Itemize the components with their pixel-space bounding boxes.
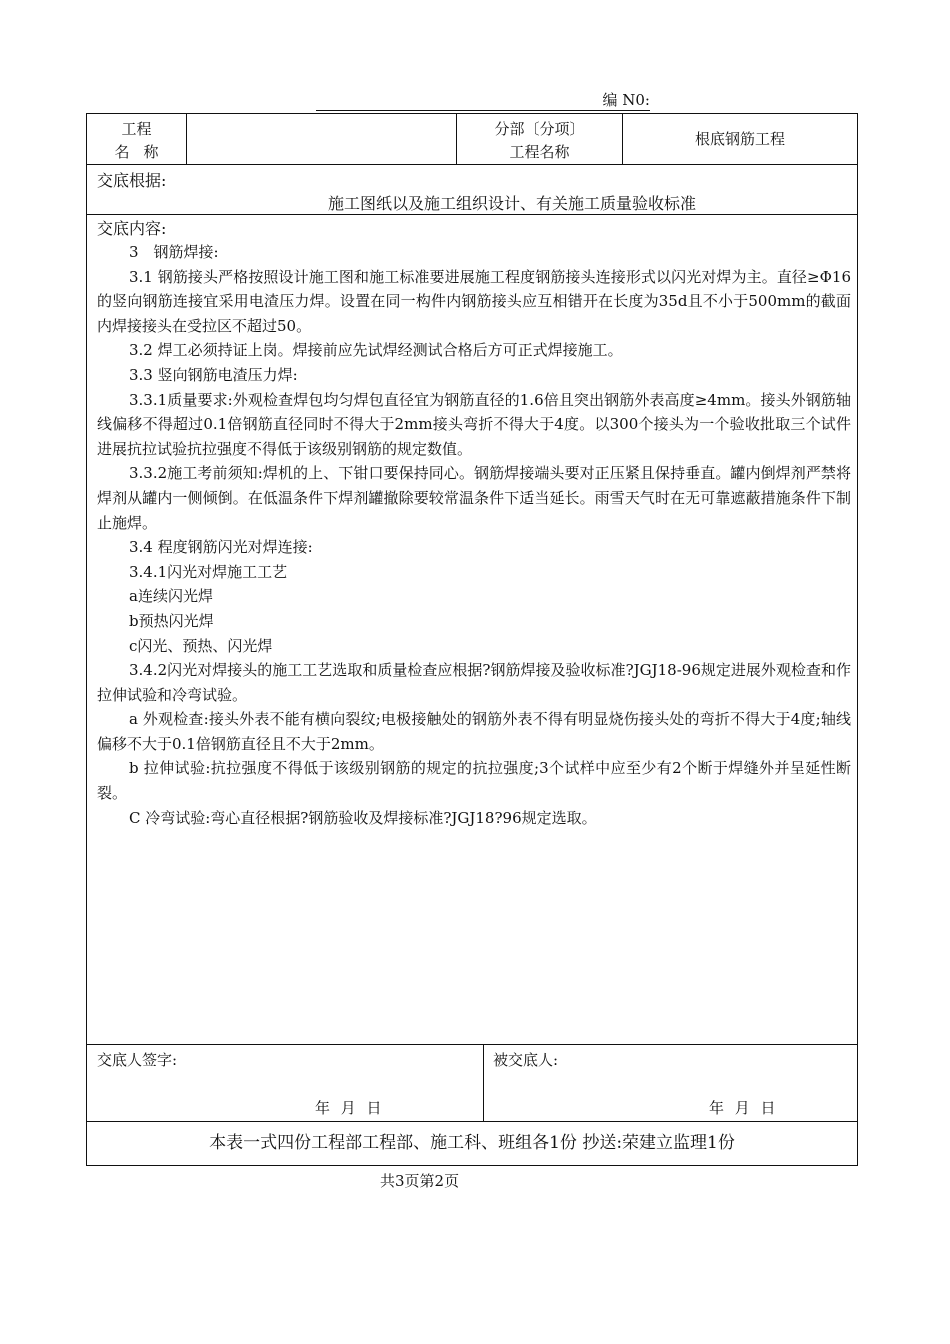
page-indicator: 共3页第2页 bbox=[380, 1172, 460, 1190]
basis-section bbox=[87, 164, 857, 215]
content-paragraph: 3.4.1闪光对焊施工工艺 bbox=[129, 562, 288, 581]
subitem-label-line1: 分部〔分项〕 bbox=[494, 120, 585, 138]
subitem-label-line2: 工程名称 bbox=[509, 143, 570, 161]
content-paragraph: 3.2 焊工必须持证上岗。焊接前应先试焊经测试合格后方可正式焊接施工。 bbox=[129, 341, 623, 360]
subitem-label-cell bbox=[457, 114, 623, 164]
content-paragraph: 3.1 钢筋接头严格按照设计施工图和施工标准要进展施工程度钢筋接头连接形式以闪光对焊为主。直径≥Φ16的竖向钢筋连接宜采用电渣压力焊。设置在同一构件内钢筋接头应互相错开在长度为35d且不小于500mm的截面内焊接接头在受拉区不超过50。 bbox=[97, 267, 851, 335]
content-paragraph: b 拉伸试验:抗拉强度不得低于该级别钢筋的规定的抗拉强度;3个试样中应至少有2个断于焊缝外并呈延性断裂。 bbox=[97, 759, 851, 803]
document-number-label: 编 N0: bbox=[602, 91, 650, 109]
project-name-value bbox=[187, 114, 457, 164]
basis-label: 交底根据: bbox=[97, 171, 167, 190]
content-paragraph: a 外观检查:接头外表不能有横向裂纹;电极接触处的钢筋外表不得有明显烧伤接头处的弯折不得大于4度;轴线偏移不大于0.1倍钢筋直径且不大于2mm。 bbox=[97, 710, 851, 753]
giver-date: 年 月 日 bbox=[315, 1099, 382, 1117]
content-paragraph: 3.4 程度钢筋闪光对焊连接: bbox=[129, 538, 313, 557]
signature-section bbox=[87, 1044, 857, 1122]
receiver-signature-cell bbox=[483, 1044, 857, 1121]
basis-text: 施工图纸以及施工组织设计、有关施工质量验收标准 bbox=[327, 194, 696, 213]
content-body bbox=[97, 240, 851, 830]
content-paragraph: c闪光、预热、闪光焊 bbox=[129, 636, 273, 655]
content-section bbox=[87, 214, 857, 1045]
content-paragraph: b预热闪光焊 bbox=[129, 611, 214, 630]
content-paragraph: 3.3 竖向钢筋电渣压力焊: bbox=[129, 365, 298, 384]
content-paragraph: 3.3.2施工考前须知:焊机的上、下钳口要保持同心。钢筋焊接端头要对正压紧且保持垂直。罐内倒焊剂严禁将焊剂从罐内一侧倾倒。在低温条件下焊剂罐撤除要较常温条件下适当延长。雨雪天气时在无可靠遮蔽措施条件下制止施焊。 bbox=[97, 464, 851, 532]
content-paragraph: 3.3.1质量要求:外观检查焊包均匀焊包直径宜为钢筋直径的1.6倍且突出钢筋外表高度≥4mm。接头外钢筋轴线偏移不得超过0.1倍钢筋直径同时不得大于2mm接头弯折不得大于4度。以300个接头为一个验收批取三个试件进展抗拉试验抗拉强度不得低于该级别钢筋的规定数值。 bbox=[97, 390, 851, 458]
disclosure-form bbox=[86, 113, 858, 1166]
distribution-note: 本表一式四份工程部工程部、施工科、班组各1份 抄送:荣建立监理1份 bbox=[209, 1133, 735, 1153]
receiver-date: 年 月 日 bbox=[709, 1099, 776, 1117]
project-label-line2: 名称 bbox=[114, 143, 173, 161]
project-label-line1: 工程 bbox=[121, 120, 152, 138]
content-paragraph: C 冷弯试验:弯心直径根据?钢筋验收及焊接标准?JGJ18?96规定选取。 bbox=[129, 808, 597, 827]
subitem-name-value: 根底钢筋工程 bbox=[694, 130, 785, 148]
content-label: 交底内容: bbox=[97, 219, 167, 238]
receiver-label: 被交底人: bbox=[493, 1051, 559, 1069]
info-row bbox=[87, 114, 857, 165]
giver-signature-cell bbox=[87, 1044, 484, 1121]
content-paragraph: a连续闪光焊 bbox=[129, 587, 213, 606]
project-name-label-cell bbox=[87, 114, 187, 164]
document-number bbox=[316, 90, 650, 111]
content-paragraph: 3 钢筋焊接: bbox=[129, 243, 219, 261]
content-paragraph: 3.4.2闪光对焊接头的施工工艺选取和质量检查应根据?钢筋焊接及验收标准?JGJ18-96规定进展外观检查和作拉伸试验和冷弯试验。 bbox=[97, 661, 851, 704]
giver-label: 交底人签字: bbox=[97, 1051, 178, 1069]
